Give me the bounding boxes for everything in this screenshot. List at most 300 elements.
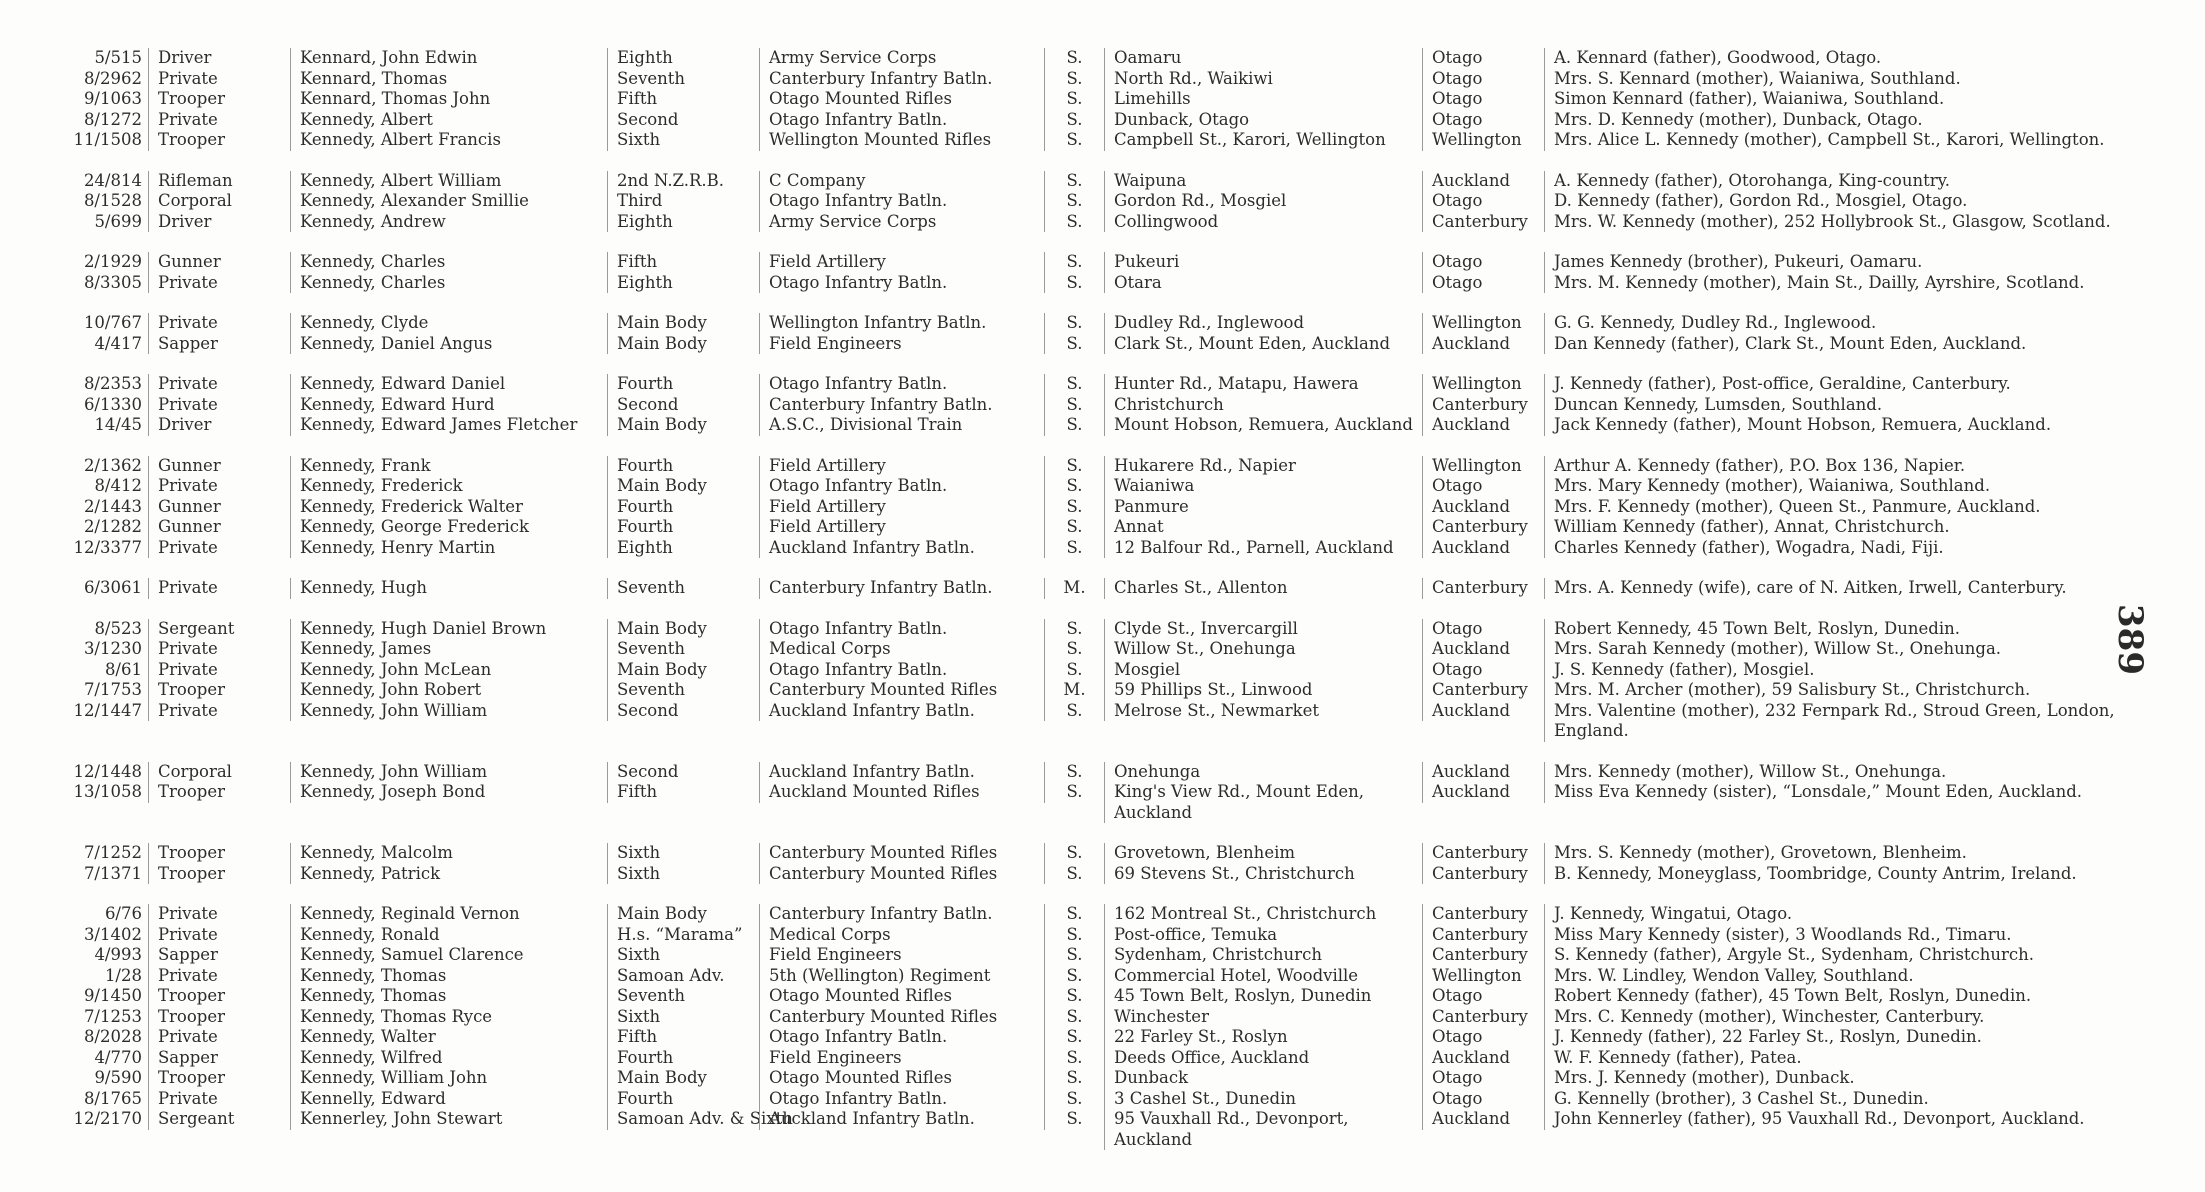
unit: Medical Corps bbox=[759, 639, 1044, 660]
next-of-kin: Mrs. Mary Kennedy (mother), Waianiwa, Southland. bbox=[1544, 476, 2130, 497]
roll-entry bbox=[0, 680, 2205, 701]
unit: A.S.C., Divisional Train bbox=[759, 415, 1044, 436]
reinforcement-draft: Fourth bbox=[607, 517, 759, 538]
military-district: Canterbury bbox=[1422, 843, 1544, 864]
next-of-kin: Mrs. S. Kennard (mother), Waianiwa, Southland. bbox=[1544, 69, 2130, 90]
last-address: King's View Rd., Mount Eden, Auckland bbox=[1104, 782, 1422, 823]
service-number: 7/1252 bbox=[83, 843, 142, 862]
unit: Army Service Corps bbox=[759, 48, 1044, 69]
military-district: Otago bbox=[1422, 273, 1544, 294]
next-of-kin: Mrs. A. Kennedy (wife), care of N. Aitken, Irwell, Canterbury. bbox=[1544, 578, 2130, 599]
last-address: Deeds Office, Auckland bbox=[1104, 1048, 1422, 1069]
next-of-kin: Mrs. Sarah Kennedy (mother), Willow St., Onehunga. bbox=[1544, 639, 2130, 660]
military-district: Wellington bbox=[1422, 130, 1544, 151]
roll-entry bbox=[0, 701, 2205, 742]
marital-status: S. bbox=[1044, 1048, 1104, 1069]
military-district: Canterbury bbox=[1422, 212, 1544, 233]
reinforcement-draft: Sixth bbox=[607, 945, 759, 966]
roll-entry bbox=[0, 313, 2205, 334]
marital-status: S. bbox=[1044, 1007, 1104, 1028]
military-district: Auckland bbox=[1422, 1048, 1544, 1069]
military-district: Wellington bbox=[1422, 313, 1544, 334]
next-of-kin: Mrs. W. Kennedy (mother), 252 Hollybrook St., Glasgow, Scotland. bbox=[1544, 212, 2130, 233]
soldier-name: Kennedy, Edward Daniel bbox=[290, 374, 607, 395]
last-address: Post-office, Temuka bbox=[1104, 925, 1422, 946]
marital-status: S. bbox=[1044, 252, 1104, 273]
marital-status: S. bbox=[1044, 843, 1104, 864]
reinforcement-draft: Samoan Adv. & Sixth bbox=[607, 1109, 759, 1130]
last-address: Oamaru bbox=[1104, 48, 1422, 69]
reinforcement-draft: Main Body bbox=[607, 660, 759, 681]
military-district: Otago bbox=[1422, 69, 1544, 90]
reinforcement-draft: Fourth bbox=[607, 456, 759, 477]
marital-status: S. bbox=[1044, 945, 1104, 966]
rank: Trooper bbox=[148, 89, 290, 110]
rank: Sapper bbox=[148, 334, 290, 355]
rank: Sergeant bbox=[148, 1109, 290, 1130]
military-district: Canterbury bbox=[1422, 680, 1544, 701]
service-number: 1/28 bbox=[104, 965, 142, 985]
last-address: Onehunga bbox=[1104, 762, 1422, 783]
unit: Canterbury Infantry Batln. bbox=[759, 69, 1044, 90]
unit: Otago Infantry Batln. bbox=[759, 110, 1044, 131]
last-address: Panmure bbox=[1104, 497, 1422, 518]
service-number: 8/2028 bbox=[83, 1027, 142, 1046]
rank: Sergeant bbox=[148, 619, 290, 640]
unit: Field Artillery bbox=[759, 517, 1044, 538]
marital-status: S. bbox=[1044, 48, 1104, 69]
rank: Private bbox=[148, 701, 290, 722]
unit: Otago Infantry Batln. bbox=[759, 374, 1044, 395]
next-of-kin: Mrs. F. Kennedy (mother), Queen St., Panmure, Auckland. bbox=[1544, 497, 2130, 518]
next-of-kin: Miss Mary Kennedy (sister), 3 Woodlands Rd., Timaru. bbox=[1544, 925, 2130, 946]
roll-entry bbox=[0, 762, 2205, 783]
roll-entry bbox=[0, 782, 2205, 823]
marital-status: S. bbox=[1044, 782, 1104, 803]
marital-status: S. bbox=[1044, 273, 1104, 294]
reinforcement-draft: Second bbox=[607, 701, 759, 722]
service-number: 8/2962 bbox=[83, 68, 142, 88]
service-number: 8/1765 bbox=[83, 1088, 142, 1108]
rank: Private bbox=[148, 110, 290, 131]
soldier-name: Kennedy, Thomas Ryce bbox=[290, 1007, 607, 1028]
soldier-name: Kennedy, Malcolm bbox=[290, 843, 607, 864]
marital-status: S. bbox=[1044, 334, 1104, 355]
next-of-kin: Dan Kennedy (father), Clark St., Mount Eden, Auckland. bbox=[1544, 334, 2130, 355]
marital-status: S. bbox=[1044, 517, 1104, 538]
military-district: Otago bbox=[1422, 476, 1544, 497]
reinforcement-draft: Seventh bbox=[607, 69, 759, 90]
next-of-kin: Jack Kennedy (father), Mount Hobson, Remuera, Auckland. bbox=[1544, 415, 2130, 436]
roll-entry bbox=[0, 191, 2205, 212]
unit: C Company bbox=[759, 171, 1044, 192]
next-of-kin: S. Kennedy (father), Argyle St., Sydenham, Christchurch. bbox=[1544, 945, 2130, 966]
last-address: 12 Balfour Rd., Parnell, Auckland bbox=[1104, 538, 1422, 559]
marital-status: S. bbox=[1044, 456, 1104, 477]
soldier-name: Kennedy, Thomas bbox=[290, 986, 607, 1007]
roll-entry bbox=[0, 904, 2205, 925]
roll-entry bbox=[0, 1048, 2205, 1069]
soldier-name: Kennedy, Frederick Walter bbox=[290, 497, 607, 518]
military-district: Otago bbox=[1422, 48, 1544, 69]
soldier-name: Kennedy, Ronald bbox=[290, 925, 607, 946]
soldier-name: Kennedy, Edward Hurd bbox=[290, 395, 607, 416]
roll-entry bbox=[0, 925, 2205, 946]
reinforcement-draft: Seventh bbox=[607, 639, 759, 660]
unit: Field Artillery bbox=[759, 252, 1044, 273]
unit: Auckland Infantry Batln. bbox=[759, 701, 1044, 722]
unit: Canterbury Mounted Rifles bbox=[759, 843, 1044, 864]
reinforcement-draft: Main Body bbox=[607, 619, 759, 640]
military-district: Wellington bbox=[1422, 374, 1544, 395]
marital-status: S. bbox=[1044, 130, 1104, 151]
service-number: 12/2170 bbox=[73, 1109, 142, 1128]
marital-status: S. bbox=[1044, 986, 1104, 1007]
roll-entry bbox=[0, 69, 2205, 90]
service-number: 9/1450 bbox=[83, 986, 142, 1005]
next-of-kin: B. Kennedy, Moneyglass, Toombridge, County Antrim, Ireland. bbox=[1544, 864, 2130, 885]
roll-entry bbox=[0, 89, 2205, 110]
last-address: 3 Cashel St., Dunedin bbox=[1104, 1089, 1422, 1110]
unit: Otago Infantry Batln. bbox=[759, 1027, 1044, 1048]
military-district: Auckland bbox=[1422, 701, 1544, 722]
next-of-kin: J. S. Kennedy (father), Mosgiel. bbox=[1544, 660, 2130, 681]
next-of-kin: Mrs. Kennedy (mother), Willow St., Onehunga. bbox=[1544, 762, 2130, 783]
rank: Driver bbox=[148, 212, 290, 233]
unit: Otago Mounted Rifles bbox=[759, 1068, 1044, 1089]
unit: Army Service Corps bbox=[759, 212, 1044, 233]
military-district: Auckland bbox=[1422, 497, 1544, 518]
soldier-name: Kennedy, Thomas bbox=[290, 966, 607, 987]
soldier-name: Kennedy, Joseph Bond bbox=[290, 782, 607, 803]
unit: Auckland Infantry Batln. bbox=[759, 538, 1044, 559]
service-number: 4/417 bbox=[94, 333, 142, 353]
rank: Private bbox=[148, 395, 290, 416]
last-address: Clyde St., Invercargill bbox=[1104, 619, 1422, 640]
reinforcement-draft: Fifth bbox=[607, 1027, 759, 1048]
soldier-name: Kennard, John Edwin bbox=[290, 48, 607, 69]
rank: Trooper bbox=[148, 986, 290, 1007]
reinforcement-draft: Main Body bbox=[607, 476, 759, 497]
next-of-kin: William Kennedy (father), Annat, Christchurch. bbox=[1544, 517, 2130, 538]
next-of-kin: W. F. Kennedy (father), Patea. bbox=[1544, 1048, 2130, 1069]
rank: Private bbox=[148, 904, 290, 925]
reinforcement-draft: Third bbox=[607, 191, 759, 212]
unit: Canterbury Mounted Rifles bbox=[759, 864, 1044, 885]
unit: Otago Mounted Rifles bbox=[759, 89, 1044, 110]
last-address: 162 Montreal St., Christchurch bbox=[1104, 904, 1422, 925]
service-number: 11/1508 bbox=[73, 130, 142, 149]
reinforcement-draft: Sixth bbox=[607, 1007, 759, 1028]
rank: Private bbox=[148, 273, 290, 294]
next-of-kin: Arthur A. Kennedy (father), P.O. Box 136, Napier. bbox=[1544, 456, 2130, 477]
next-of-kin: J. Kennedy (father), 22 Farley St., Roslyn, Dunedin. bbox=[1544, 1027, 2130, 1048]
rank: Private bbox=[148, 374, 290, 395]
roll-entry bbox=[0, 1109, 2205, 1150]
soldier-name: Kennedy, John McLean bbox=[290, 660, 607, 681]
last-address: 69 Stevens St., Christchurch bbox=[1104, 864, 1422, 885]
next-of-kin: Charles Kennedy (father), Wogadra, Nadi, Fiji. bbox=[1544, 538, 2130, 559]
military-district: Otago bbox=[1422, 191, 1544, 212]
service-number: 12/1448 bbox=[73, 761, 142, 781]
service-number: 12/1447 bbox=[73, 700, 142, 720]
last-address: Campbell St., Karori, Wellington bbox=[1104, 130, 1422, 151]
marital-status: S. bbox=[1044, 762, 1104, 783]
service-number: 7/1753 bbox=[83, 680, 142, 699]
soldier-name: Kennedy, Frederick bbox=[290, 476, 607, 497]
rank: Trooper bbox=[148, 680, 290, 701]
military-district: Auckland bbox=[1422, 171, 1544, 192]
next-of-kin: Mrs. J. Kennedy (mother), Dunback. bbox=[1544, 1068, 2130, 1089]
soldier-name: Kennedy, John William bbox=[290, 762, 607, 783]
soldier-name: Kennedy, George Frederick bbox=[290, 517, 607, 538]
roll-entry bbox=[0, 497, 2205, 518]
unit: Auckland Infantry Batln. bbox=[759, 1109, 1044, 1130]
rank: Private bbox=[148, 538, 290, 559]
rank: Trooper bbox=[148, 864, 290, 885]
service-number: 8/412 bbox=[94, 476, 142, 495]
military-district: Otago bbox=[1422, 110, 1544, 131]
roll-entry bbox=[0, 415, 2205, 436]
roll-entry bbox=[0, 110, 2205, 131]
service-number: 3/1230 bbox=[83, 639, 142, 658]
service-number: 8/1528 bbox=[83, 191, 142, 210]
soldier-name: Kennedy, Reginald Vernon bbox=[290, 904, 607, 925]
reinforcement-draft: Fifth bbox=[607, 252, 759, 273]
military-district: Canterbury bbox=[1422, 1007, 1544, 1028]
soldier-name: Kennerley, John Stewart bbox=[290, 1109, 607, 1130]
rank: Gunner bbox=[148, 517, 290, 538]
unit: Field Engineers bbox=[759, 1048, 1044, 1069]
soldier-name: Kennedy, Albert bbox=[290, 110, 607, 131]
marital-status: S. bbox=[1044, 212, 1104, 233]
last-address: 45 Town Belt, Roslyn, Dunedin bbox=[1104, 986, 1422, 1007]
military-district: Otago bbox=[1422, 1068, 1544, 1089]
unit: Otago Infantry Batln. bbox=[759, 191, 1044, 212]
roll-entry bbox=[0, 476, 2205, 497]
marital-status: S. bbox=[1044, 89, 1104, 110]
soldier-name: Kennedy, Patrick bbox=[290, 864, 607, 885]
military-district: Otago bbox=[1422, 1089, 1544, 1110]
soldier-name: Kennedy, Hugh bbox=[290, 578, 607, 599]
military-district: Auckland bbox=[1422, 538, 1544, 559]
roll-entry bbox=[0, 252, 2205, 273]
military-district: Auckland bbox=[1422, 782, 1544, 803]
military-district: Otago bbox=[1422, 660, 1544, 681]
soldier-name: Kennedy, Andrew bbox=[290, 212, 607, 233]
reinforcement-draft: Fifth bbox=[607, 89, 759, 110]
last-address: Otara bbox=[1104, 273, 1422, 294]
reinforcement-draft: Sixth bbox=[607, 864, 759, 885]
service-number: 4/770 bbox=[94, 1047, 142, 1067]
unit: Field Engineers bbox=[759, 334, 1044, 355]
unit: Otago Infantry Batln. bbox=[759, 660, 1044, 681]
military-district: Auckland bbox=[1422, 415, 1544, 436]
marital-status: M. bbox=[1044, 680, 1104, 701]
rank: Trooper bbox=[148, 782, 290, 803]
reinforcement-draft: Seventh bbox=[607, 680, 759, 701]
reinforcement-draft: Fourth bbox=[607, 1089, 759, 1110]
rank: Sapper bbox=[148, 1048, 290, 1069]
roll-entry bbox=[0, 864, 2205, 885]
unit: 5th (Wellington) Regiment bbox=[759, 966, 1044, 987]
service-number: 6/1330 bbox=[83, 394, 142, 414]
next-of-kin: Duncan Kennedy, Lumsden, Southland. bbox=[1544, 395, 2130, 416]
military-district: Canterbury bbox=[1422, 925, 1544, 946]
roll-entry bbox=[0, 273, 2205, 294]
military-district: Canterbury bbox=[1422, 945, 1544, 966]
rank: Private bbox=[148, 578, 290, 599]
military-district: Wellington bbox=[1422, 456, 1544, 477]
rank: Trooper bbox=[148, 1068, 290, 1089]
last-address: Mount Hobson, Remuera, Auckland bbox=[1104, 415, 1422, 436]
roll-entry bbox=[0, 986, 2205, 1007]
soldier-name: Kennelly, Edward bbox=[290, 1089, 607, 1110]
last-address: Waianiwa bbox=[1104, 476, 1422, 497]
unit: Otago Infantry Batln. bbox=[759, 619, 1044, 640]
rank: Private bbox=[148, 69, 290, 90]
military-district: Auckland bbox=[1422, 762, 1544, 783]
rank: Gunner bbox=[148, 456, 290, 477]
last-address: Clark St., Mount Eden, Auckland bbox=[1104, 334, 1422, 355]
unit: Wellington Infantry Batln. bbox=[759, 313, 1044, 334]
last-address: Sydenham, Christchurch bbox=[1104, 945, 1422, 966]
unit: Otago Mounted Rifles bbox=[759, 986, 1044, 1007]
marital-status: S. bbox=[1044, 538, 1104, 559]
service-number: 2/1443 bbox=[83, 496, 142, 516]
last-address: Christchurch bbox=[1104, 395, 1422, 416]
rank: Corporal bbox=[148, 191, 290, 212]
reinforcement-draft: Eighth bbox=[607, 212, 759, 233]
rank: Private bbox=[148, 476, 290, 497]
soldier-name: Kennedy, Albert Francis bbox=[290, 130, 607, 151]
reinforcement-draft: Second bbox=[607, 395, 759, 416]
last-address: Annat bbox=[1104, 517, 1422, 538]
roll-entry bbox=[0, 1089, 2205, 1110]
military-district: Auckland bbox=[1422, 1109, 1544, 1130]
unit: Otago Infantry Batln. bbox=[759, 476, 1044, 497]
soldier-name: Kennedy, Albert William bbox=[290, 171, 607, 192]
rank: Gunner bbox=[148, 252, 290, 273]
roll-entry bbox=[0, 171, 2205, 192]
roll-entry bbox=[0, 334, 2205, 355]
soldier-name: Kennedy, Edward James Fletcher bbox=[290, 415, 607, 436]
roll-entry bbox=[0, 639, 2205, 660]
last-address: 95 Vauxhall Rd., Devonport, Auckland bbox=[1104, 1109, 1422, 1150]
marital-status: S. bbox=[1044, 1109, 1104, 1130]
marital-status: S. bbox=[1044, 69, 1104, 90]
soldier-name: Kennedy, Walter bbox=[290, 1027, 607, 1048]
service-number: 12/3377 bbox=[73, 537, 142, 557]
marital-status: S. bbox=[1044, 904, 1104, 925]
soldier-name: Kennedy, Hugh Daniel Brown bbox=[290, 619, 607, 640]
next-of-kin: Robert Kennedy (father), 45 Town Belt, Roslyn, Dunedin. bbox=[1544, 986, 2130, 1007]
service-number: 8/3305 bbox=[83, 272, 142, 292]
last-address: Dunback bbox=[1104, 1068, 1422, 1089]
service-number: 24/814 bbox=[83, 170, 142, 190]
soldier-name: Kennedy, Wilfred bbox=[290, 1048, 607, 1069]
last-address: Willow St., Onehunga bbox=[1104, 639, 1422, 660]
service-number: 3/1402 bbox=[83, 924, 142, 944]
soldier-name: Kennedy, Frank bbox=[290, 456, 607, 477]
next-of-kin: Mrs. C. Kennedy (mother), Winchester, Canterbury. bbox=[1544, 1007, 2130, 1028]
marital-status: S. bbox=[1044, 1068, 1104, 1089]
reinforcement-draft: 2nd N.Z.R.B. bbox=[607, 171, 759, 192]
military-district: Auckland bbox=[1422, 334, 1544, 355]
military-district: Otago bbox=[1422, 619, 1544, 640]
soldier-name: Kennard, Thomas bbox=[290, 69, 607, 90]
military-district: Otago bbox=[1422, 89, 1544, 110]
last-address: Dudley Rd., Inglewood bbox=[1104, 313, 1422, 334]
reinforcement-draft: Second bbox=[607, 762, 759, 783]
next-of-kin: Miss Eva Kennedy (sister), “Lonsdale,” Mount Eden, Auckland. bbox=[1544, 782, 2130, 803]
last-address: Winchester bbox=[1104, 1007, 1422, 1028]
rank: Private bbox=[148, 925, 290, 946]
last-address: Hukarere Rd., Napier bbox=[1104, 456, 1422, 477]
unit: Canterbury Infantry Batln. bbox=[759, 904, 1044, 925]
unit: Medical Corps bbox=[759, 925, 1044, 946]
marital-status: S. bbox=[1044, 313, 1104, 334]
soldier-name: Kennedy, William John bbox=[290, 1068, 607, 1089]
last-address: Charles St., Allenton bbox=[1104, 578, 1422, 599]
reinforcement-draft: Main Body bbox=[607, 334, 759, 355]
service-number: 8/61 bbox=[104, 659, 142, 679]
marital-status: S. bbox=[1044, 925, 1104, 946]
reinforcement-draft: Sixth bbox=[607, 843, 759, 864]
next-of-kin: Robert Kennedy, 45 Town Belt, Roslyn, Dunedin. bbox=[1544, 619, 2130, 640]
last-address: Pukeuri bbox=[1104, 252, 1422, 273]
soldier-name: Kennedy, Samuel Clarence bbox=[290, 945, 607, 966]
marital-status: S. bbox=[1044, 476, 1104, 497]
nominal-roll-table bbox=[0, 48, 2205, 1150]
soldier-name: Kennedy, Henry Martin bbox=[290, 538, 607, 559]
reinforcement-draft: Fourth bbox=[607, 497, 759, 518]
rank: Private bbox=[148, 966, 290, 987]
roll-entry bbox=[0, 843, 2205, 864]
service-number: 5/515 bbox=[94, 48, 142, 67]
military-district: Otago bbox=[1422, 1027, 1544, 1048]
service-number: 5/699 bbox=[94, 211, 142, 231]
marital-status: S. bbox=[1044, 171, 1104, 192]
unit: Wellington Mounted Rifles bbox=[759, 130, 1044, 151]
unit: Auckland Mounted Rifles bbox=[759, 782, 1044, 803]
reinforcement-draft: Seventh bbox=[607, 578, 759, 599]
military-district: Otago bbox=[1422, 252, 1544, 273]
unit: Field Engineers bbox=[759, 945, 1044, 966]
soldier-name: Kennedy, John William bbox=[290, 701, 607, 722]
service-number: 8/523 bbox=[94, 618, 142, 638]
roll-entry bbox=[0, 374, 2205, 395]
military-district: Wellington bbox=[1422, 966, 1544, 987]
reinforcement-draft: Eighth bbox=[607, 538, 759, 559]
marital-status: S. bbox=[1044, 966, 1104, 987]
next-of-kin: James Kennedy (brother), Pukeuri, Oamaru. bbox=[1544, 252, 2130, 273]
next-of-kin: J. Kennedy (father), Post-office, Geraldine, Canterbury. bbox=[1544, 374, 2130, 395]
next-of-kin: Mrs. Valentine (mother), 232 Fernpark Rd., Stroud Green, London, England. bbox=[1544, 701, 2130, 742]
last-address: Hunter Rd., Matapu, Hawera bbox=[1104, 374, 1422, 395]
next-of-kin: John Kennerley (father), 95 Vauxhall Rd., Devonport, Auckland. bbox=[1544, 1109, 2130, 1130]
service-number: 6/3061 bbox=[83, 578, 142, 597]
unit: Field Artillery bbox=[759, 497, 1044, 518]
marital-status: S. bbox=[1044, 395, 1104, 416]
soldier-name: Kennedy, Clyde bbox=[290, 313, 607, 334]
roll-entry bbox=[0, 1027, 2205, 1048]
rank: Private bbox=[148, 1027, 290, 1048]
rank: Driver bbox=[148, 415, 290, 436]
last-address: Grovetown, Blenheim bbox=[1104, 843, 1422, 864]
reinforcement-draft: Eighth bbox=[607, 48, 759, 69]
marital-status: S. bbox=[1044, 660, 1104, 681]
